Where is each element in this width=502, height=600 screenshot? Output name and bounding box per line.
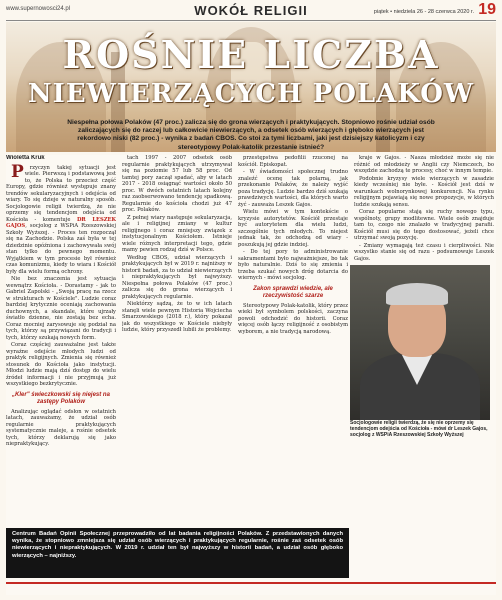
highlighted-name: DR LESZEK GAJOS: [6, 216, 116, 229]
paragraph: Analizując oglądać odsłon w ostatnich latach, zauważamy, że udział osób regularnie praktykujących systematycznie maleje, a rośnie odsetek tych, którzy deklarują się jako niepraktykujący.: [6, 408, 116, 447]
paragraph: - Zmiany wymagają też czasu i cierpliwości. Nie wszystko stanie się od razu - podsumowuje Leszek Gajos.: [354, 242, 494, 262]
paragraph: Niektórzy sądzą, że to w ich latach stanęli wiele pewnym Historia Wojciecha Smarzowskiego (2018 r.), który pokazał jak do wszystkiego w Kościele niebyły ludzie, który przyszedł lubili że problemy.: [122, 301, 232, 333]
paragraph: - W świadomości społecznej trudno znaleźć ocenę tak polarną, jak przekonanie Polaków, że należy wyjść poza tradycję. Ludzie bardzo dziś szukają prawdziwych wartości, dla których warto żyć - zauważa Leszek Gajos.: [238, 169, 348, 208]
column-subhead: Zakon sprawdzi wiedzie, ale rzeczywistość szarze: [253, 285, 333, 299]
headline-line2: NIEWIERZĄCYCH POLAKÓW: [27, 79, 475, 109]
photo-hair: [386, 283, 448, 305]
author-byline: Wioletta Kruk: [6, 155, 45, 161]
site-url[interactable]: www.supernowosci24.pl: [6, 6, 71, 12]
section-title: WOKÓŁ RELIGII: [194, 3, 308, 18]
column-1: [6, 155, 116, 527]
column-subhead: „Kler" świeczkowski się niejest na zastępy Polaków: [12, 391, 110, 405]
paragraph: - Do tej pory to administrowanie sakramentami było najważniejsze, bo tak było naturalnie. Dziś to się zmienia i trzeba szukać nowych dróg dotarcia do wiernych - mówi socjolog.: [238, 249, 348, 281]
paragraph: Wielu mówi w tym kontekście o kryzysie autorytetów. Kościół przestaje być autorytetem dla wielu ludzi, szczególnie tych młodych. To niejest jednak tak, że odchodzą od wiary - poszukują jej gdzie indziej.: [238, 209, 348, 248]
portrait-photo: [350, 265, 490, 420]
photo-caption: Socjologowie religii twierdzą, że się nie oprzemy się tendencjom odejścia od Kościoła - mówi dr Leszek Gajos, socjolog z WSPiA Rzeszowskiej Szkoły Wyższej: [350, 420, 488, 438]
paragraph: Podobnie kryzysy wiele wierzących w zasadzie kiedy wcześniej nie byłe. - Kościół jest dziś w warunkach wolnorynkowej konkurencji. Na rynku religijnym pojawiają się nowe propozycje, w których ludzie szukają sensu.: [354, 175, 494, 208]
article-lead: Niespełna połowa Polaków (47 proc.) zalicza się do grona wierzących i praktykujących. Stopniowo rośnie udział osób zaliczających się do raczej lub całkowicie niewierzących, a odsetek osób wierzących i głęboko wierzących jest rekordowo niski (82 proc.) - wynika z badań CBOS. Co stoi za tymi liczbami, jaki jest dzisiejszy katolicyzm i czy stereotypowy Polak-katolik przestanie istnieć?: [67, 119, 435, 151]
paragraph: przestępstwa pedofilii rzuconej na kościół. Episkopat.: [238, 155, 348, 168]
headline-line1: ROŚNIE LICZBA: [62, 32, 440, 77]
issue-date: piątek • niedziela 26 - 28 czerwca 2020 r.: [373, 9, 474, 15]
hero-image: [6, 22, 496, 152]
paragraph: Nie bez znaczenia jest sytuacja wewnątrz Kościoła. - Dorastamy - jak to Gabriel Zapolski - „Swoją pracę na rzecz w strukturach w Kościele". Ludzie coraz bardziej krytycznie oceniają zachowania duchownych, a skandale, które ujrzały światło dzienne, nie zostają bez echa. Coraz mocniej zarysowuje się podział na tych, którzy są przywiązani do tradycji i tych, którzy szukają nowych form.: [6, 276, 116, 341]
paragraph: tach 1997 - 2007 odsetek osób regularnie praktykujących utrzymywał się na poziomie 57 lub 58 proc. Od tamtej pory zaczął spadać, aby w latach 2017 - 2018 osiągnąć wartości około 50 proc. W dwóch ostatnich latach kolejny raz zaobserwowano tendencję spadkową. Regularnie do kościoła chodzi już 47 proc. Polaków.: [122, 155, 232, 213]
paragraph-text: rzyczyn takiej sytuacji jest wiele. Pierwszą i podstawową jest to, że Polska to przecież część Europy, gdzie również występuje znany trendów sekularyzacyjnych i odejścia od wiary. To się dzieje w naturalny sposób. Socjologowie religii twierdzą, że nie oprzemy się tendencjom odejścia od Kościoła - komentuje: [6, 164, 116, 223]
paragraph: [6, 161, 116, 276]
paragraph-text: , socjolog z WSPiA Rzeszowskiej Szkoły Wyższej. - Proces ten rozpoczął się na Zachodzie. Polska zaś była w tej dziedzinie opóźniona i zachowywała swój stan tylko do pewnego momentu. Wyjątkiem w tym procesie był również czas komunizmu, kiedy to wiara i Kościół były dla wielu formą ochrony.: [6, 223, 116, 275]
header-rule: [6, 20, 496, 21]
page-number: 19: [478, 1, 496, 18]
footer-box: Centrum Badań Opinii Społecznej przeprowadziło od lat badania religijności Polaków. Z przedstawionych danych wynika, że stopniowo zmniejsza się udział osób wierzących i praktykujących regularnie, rośnie zaś odsetek osób niewierzących i niepraktykujących. W 2019 r. udział ten był najwyższy w historii badań, a udział osób głęboko wierzących – najniższy.: [6, 528, 349, 578]
paragraph: kraje w Gajos. - Nasza młodzież może się nie różnić od młodzieży w Anglii czy Niemczech, bo wszędzie zachodzą te procesy, choć w innym tempie.: [354, 155, 494, 174]
page-header: [0, 0, 502, 22]
paragraph: Z pełnej wiary następuje sekularyzacja, ale i religijnej zmiany w kultur religijnego i coraz mniejszy związek z instytucjonalnym Kościołem. Istnieje wiele różnych interpretacji tego, gdzie mamy pewien rodzaj dziś w Polsce.: [122, 214, 232, 253]
paragraph: Według CBOS, udział wierzących i praktykujących był w 2019 r. najniższy w historii badań, za to udział niewierzących i niepraktykujących był najwyższy. Niespełna połowa Polaków (47 proc.) zalicza się do grona wierzących i praktykujących regularnie.: [122, 254, 232, 300]
paragraph: Coraz częściej zauważalne jest także wyraźne odejście młodych ludzi od praktyk religijnych. Zmienia się również stosunek do Kościoła jako instytucji. Młodzi ludzie mają dziś dostęp do wielu źródeł informacji i nie przyjmują już wszystkiego bezkrytycznie.: [6, 342, 116, 387]
paragraph: Coraz popularne stają się ruchy nowego typu, wspólnoty, grupy modlitewne. Wiele osób znajduje tam to, czego nie znalazło w tradycyjnej parafii. Kościół musi się do tego dostosować, jeżeli chce utrzymać swoją pozycję.: [354, 209, 494, 241]
column-4: [354, 155, 494, 263]
column-3: [238, 155, 348, 527]
drop-cap: P: [11, 161, 24, 182]
paragraph: Stereotypowy Polak-katolik, który przez wieki był symbolem polskości, zaczyna powoli odchodzić do historii. Coraz więcej osób łączy religijność z osobistym wyborem, a nie tradycją narodową.: [238, 302, 348, 335]
column-2: [122, 155, 232, 527]
footer-rule: [6, 582, 496, 584]
